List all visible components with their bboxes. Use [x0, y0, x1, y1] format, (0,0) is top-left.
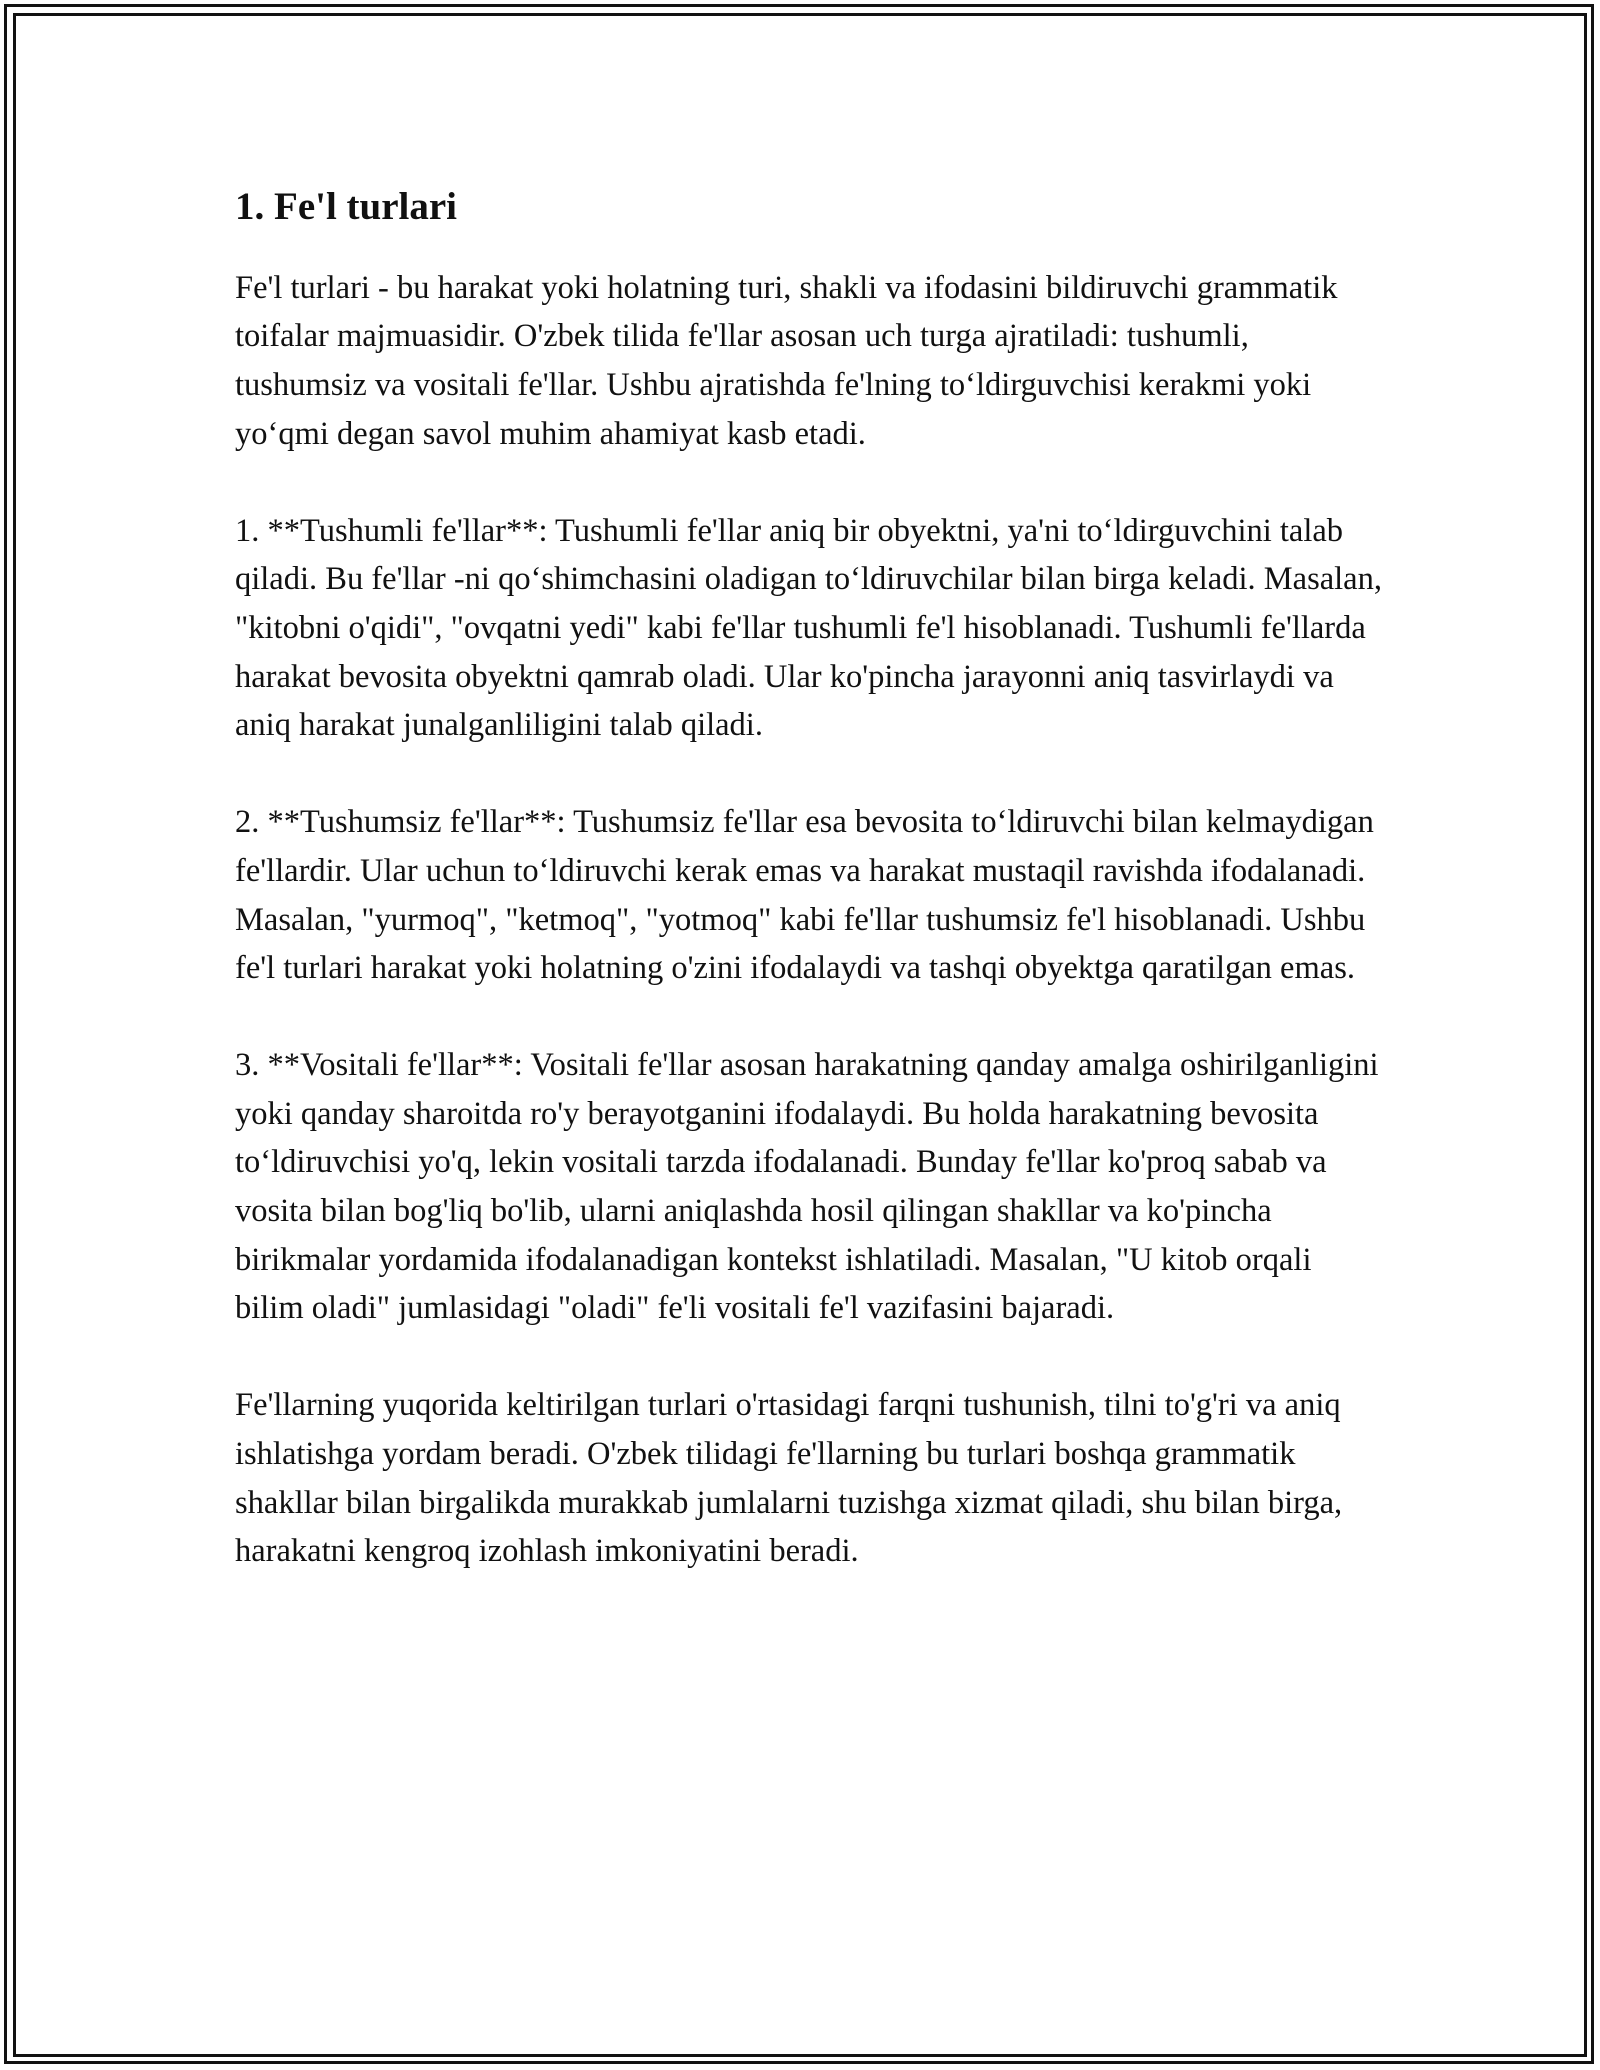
- intransitive-verbs-paragraph: 2. **Tushumsiz fe'llar**: Tushumsiz fe'llar esa bevosita to‘ldiruvchi bilan kelmaydigan fe'llardir. Ular uchun to‘ldiruvchi kerak emas va harakat mustaqil ravishda ifodalanadi. Masalan, "yurmoq", "ketmoq", "yotmoq" kabi fe'llar tushumsiz fe'l hisoblanadi. Ushbu fe'l turlari harakat yoki holatning o'zini ifodalaydi va tashqi obyektga qaratilgan emas.: [235, 804, 1374, 987]
- section-heading: 1. Fe'l turlari: [235, 185, 458, 228]
- intro-paragraph: Fe'l turlari - bu harakat yoki holatning turi, shakli va ifodasini bildiruvchi grammatik toifalar majmuasidir. O'zbek tilida fe'llar asosan uch turga ajratiladi: tushumli, tushumsiz va vositali fe'llar. Ushbu ajratishda fe'lning to‘ldirguvchisi kerakmi yoki yo‘qmi degan savol muhim ahamiyat kasb etadi.: [235, 269, 1338, 452]
- document-body: [235, 184, 1385, 1624]
- mediated-verbs-paragraph: 3. **Vositali fe'llar**: Vositali fe'llar asosan harakatning qanday amalga oshirilganligini yoki qanday sharoitda ro'y berayotganini ifodalaydi. Bu holda harakatning bevosita to‘ldiruvchisi yo'q, lekin vositali tarzda ifodalanadi. Bunday fe'llar ko'proq sabab va vosita bilan bog'liq bo'lib, ularni aniqlashda hosil qilingan shakllar va ko'pincha birikmalar yordamida ifodalanadigan kontekst ishlatiladi. Masalan, "U kitob orqali bilim oladi" jumlasidagi "oladi" fe'li vositali fe'l vazifasini bajaradi.: [235, 1047, 1379, 1327]
- conclusion-paragraph: Fe'llarning yuqorida keltirilgan turlari o'rtasidagi farqni tushunish, tilni to'g'ri va aniq ishlatishga yordam beradi. O'zbek tilidagi fe'llarning bu turlari boshqa grammatik shakllar bilan birgalikda murakkab jumlalarni tuzishga xizmat qiladi, shu bilan birga, harakatni kengroq izohlash imkoniyatini beradi.: [235, 1387, 1343, 1570]
- transitive-verbs-paragraph: 1. **Tushumli fe'llar**: Tushumli fe'llar aniq bir obyektni, ya'ni to‘ldirguvchini talab qiladi. Bu fe'llar -ni qo‘shimchasini oladigan to‘ldiruvchilar bilan birga keladi. Masalan, "kitobni o'qidi", "ovqatni yedi" kabi fe'llar tushumli fe'l hisoblanadi. Tushumli fe'llarda harakat bevosita obyektni qamrab oladi. Ular ko'pincha jarayonni aniq tasvirlaydi va aniq harakat junalganliligini talab qiladi.: [235, 512, 1382, 744]
